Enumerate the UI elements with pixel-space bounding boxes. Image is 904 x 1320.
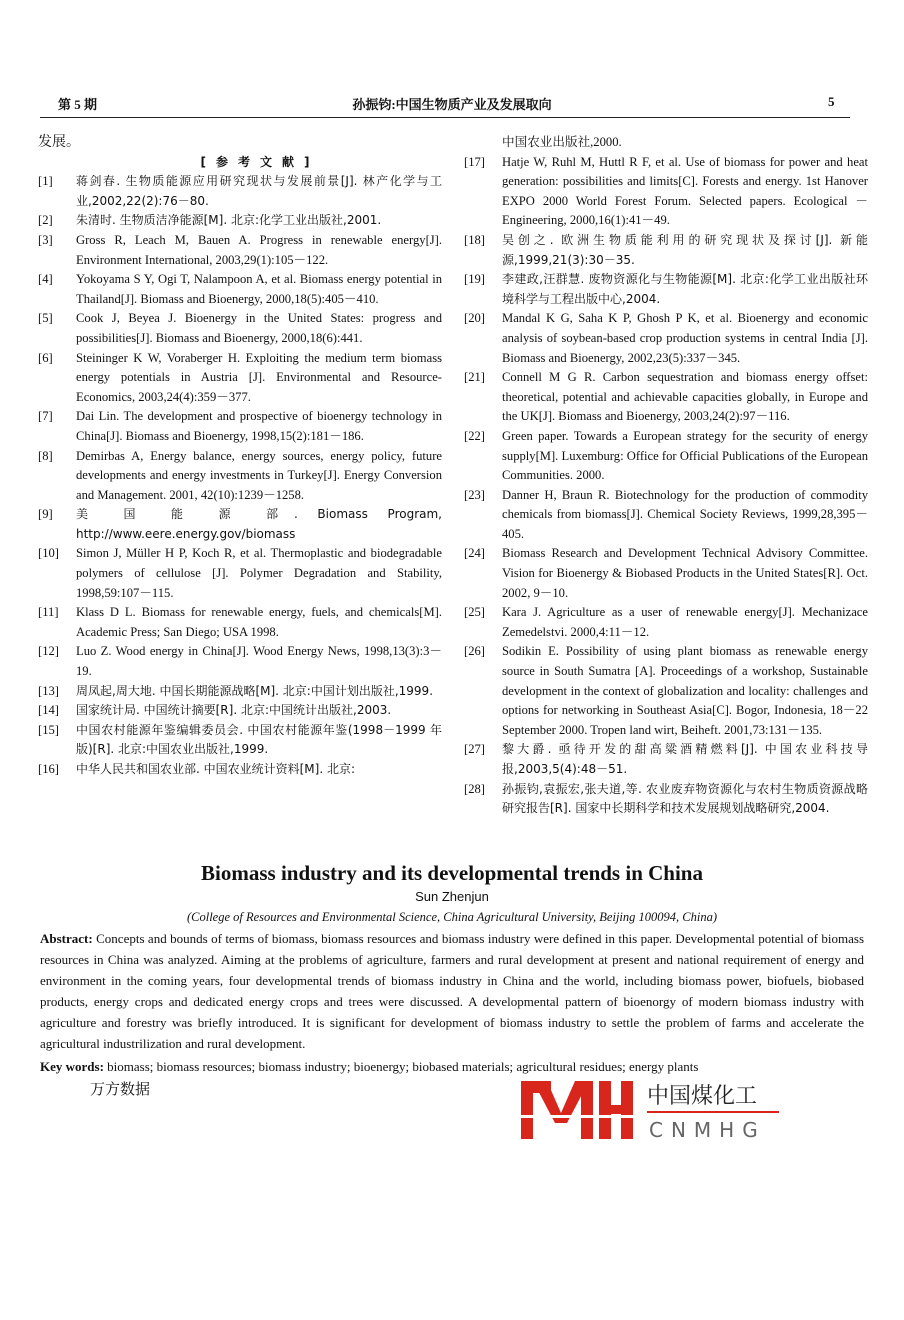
keywords-label: Key words: [40, 1058, 104, 1074]
reference-number: [21] [464, 370, 485, 385]
reference-text: Klass D L. Biomass for renewable energy, fuels, and chemicals[M]. Academic Press; San Diego; USA 1998. [76, 605, 442, 639]
reference-number: [13] [38, 683, 59, 698]
reference-number: [12] [38, 644, 59, 659]
reference-number: [16] [38, 762, 59, 776]
reference-item [38, 172, 442, 211]
svg-text:中国煤化工: 中国煤化工 [647, 1083, 758, 1109]
english-title: Biomass industry and its developmental trends in China [201, 860, 703, 885]
watermark-logo [519, 1079, 784, 1143]
reference-number: [25] [464, 605, 485, 620]
issue-label: 第 5 期 [58, 97, 98, 112]
reference-text: Danner H, Braun R. Biotechnology for the production of commodity chemicals from biomass[J]. Chemical Society Reviews, 1999,28,395－405. [502, 487, 868, 541]
reference-item [38, 642, 442, 681]
reference-text: Sodikin E. Possibility of using plant biomass as renewable energy source in South Sumatra [A]. Proceedings of a workshop, Sustainable development in the context of globalization and locality: challenges and options for networking in Southeast Asia[C]. Bogor, Indonesia, 18－22 September 2000. Tropen land wirt, Beiheft. 2001,73:131－135. [502, 644, 868, 737]
cnmhg-logo-icon [519, 1079, 784, 1143]
reference-number: [4] [38, 272, 53, 287]
reference-item [464, 231, 868, 270]
reference-text: 李建政,汪群慧. 废物资源化与生物能源[M]. 北京:化学工业出版社环境科学与工程出版中心,2004. [502, 272, 868, 306]
abstract [40, 928, 864, 1054]
reference-item [38, 309, 442, 348]
author: Sun Zhenjun [415, 888, 489, 904]
reference-number: [19] [464, 272, 485, 287]
reference-text: Cook J, Beyea J. Bioenergy in the United States: progress and possibilities[J]. Biomass and Bioenergy, 2000,18(6):441. [76, 311, 442, 345]
reference-text: Connell M G R. Carbon sequestration and biomass energy offset: theoretical, potential and achievable capacities globally, in Europe and the UK[J]. Biomass and Bioenergy, 2003,24(2):97－116. [502, 370, 868, 424]
right-column [464, 133, 868, 819]
svg-text:CNMHG: CNMHG [649, 1117, 766, 1142]
reference-text: 中国农村能源年鉴编辑委员会. 中国农村能源年鉴(1998－1999 年版)[R]. 北京:中国农业出版社,1999. [76, 722, 442, 757]
reference-text: 孙振钧,袁振宏,张夫道,等. 农业废弃物资源化与农村生物质资源战略研究报告[R]. 国家中长期科学和技术发展规划战略研究,2004. [502, 781, 868, 816]
reference-number: [22] [464, 428, 485, 443]
reference-number: [10] [38, 546, 59, 561]
reference-item [38, 603, 442, 642]
reference-item [38, 211, 442, 231]
reference-list [464, 153, 868, 819]
reference-number: [26] [464, 644, 485, 659]
reference-item [38, 270, 442, 309]
reference-number: [8] [38, 448, 53, 463]
references-heading: [参考文献] [200, 154, 320, 169]
reference-number: [27] [464, 742, 485, 757]
reference-text: Mandal K G, Saha K P, Ghosh P K, et al. Bioenergy and economic analysis of soybean-based crop production systems in central India [J]. Biomass and Bioenergy, 2002,23(5):337－345. [502, 311, 868, 365]
lead-text: 发展。 [38, 134, 80, 150]
reference-text: 中华人民共和国农业部. 中国农业统计资料[M]. 北京: [76, 762, 356, 776]
reference-text: Simon J, Müller H P, Koch R, et al. Thermoplastic and biodegradable polymers of cellulose [J]. Polymer Degradation and Stability, 1998,59:107－115. [76, 546, 442, 600]
reference-text: Hatje W, Ruhl M, Huttl R F, et al. Use of biomass for power and heat generation: possibilities and limits[C]. Forests and energy. 1st Hanover EXPO 2000 World Forest Forum. Selected papers. Ecological － Engineering, 2000,16(1):41－49. [502, 154, 868, 228]
reference-item [38, 544, 442, 603]
abstract-label: Abstract: [40, 930, 93, 946]
affiliation: (College of Resources and Environmental Science, China Agricultural University, Beijing 100094, China) [186, 909, 717, 924]
reference-text: Steininger K W, Voraberger H. Exploiting the medium term biomass energy potentials in Austria [J]. Environmental and Resource-Economics, 2003,24(4):359－377. [76, 350, 442, 404]
reference-number: [9] [38, 507, 53, 522]
keywords-text: biomass; biomass resources; biomass industry; bioenergy; biobased materials; agricultural residues; energy plants [107, 1058, 699, 1074]
reference-number: [5] [38, 311, 53, 326]
reference-number: [18] [464, 232, 485, 247]
reference-text: 黎大爵. 亟待开发的甜高粱酒精燃料[J]. 中国农业科技导报,2003,5(4):48－51. [502, 742, 868, 776]
left-column [38, 133, 442, 819]
reference-list [38, 172, 442, 779]
reference-item [38, 721, 442, 760]
reference-number: [28] [464, 781, 485, 796]
reference-number: [23] [464, 487, 485, 502]
reference-text: 美 国 能 源 部. Biomass Program, http://www.eere.energy.gov/biomass [76, 507, 442, 541]
reference-text: 国家统计局. 中国统计摘要[R]. 北京:中国统计出版社,2003. [76, 703, 392, 718]
reference-item [464, 780, 868, 819]
reference-number: [14] [38, 703, 59, 718]
reference-item [38, 505, 442, 544]
reference-item [464, 486, 868, 545]
reference-text: Dai Lin. The development and prospective of bioenergy technology in China[J]. Biomass and Bioenergy, 1998,15(2):181－186. [76, 409, 442, 443]
reference-number: [17] [464, 154, 485, 169]
reference-text: Biomass Research and Development Technical Advisory Committee. Vision for Bioenergy & Biobased Products in the United States[R]. Oct. 2002, 9－10. [502, 546, 868, 600]
reference-item [38, 701, 442, 721]
reference-item [464, 544, 868, 603]
reference-item [38, 682, 442, 702]
reference-number: [7] [38, 409, 53, 424]
footer-mark: 万方数据 [90, 1079, 151, 1098]
reference-text: 周凤起,周大地. 中国长期能源战略[M]. 北京:中国计划出版社,1999. [76, 683, 434, 698]
page-number: 5 [828, 94, 835, 109]
reference-number: [3] [38, 232, 53, 247]
reference-item [464, 153, 868, 231]
reference-item [464, 642, 868, 740]
reference-text: Green paper. Towards a European strategy for the security of energy supply[M]. Luxemburg: Office for Official Publications of the European Communities. 2000. [502, 428, 868, 483]
reference-text: 朱清时. 生物质洁净能源[M]. 北京:化学工业出版社,2001. [76, 213, 382, 228]
abstract-text: Concepts and bounds of terms of biomass, biomass resources and biomass industry were defined in this paper. Developmental potential of biomass resources in China was analyzed. Aiming at the problems of agriculture, farmers and rural development at present and national requirement of energy and environment in the coming years, four developmental trends of biomass industry in China and the world, including biomass power, biofuels, biobased products, energy crops and dedicated energy crops and trees were discussed. A developmental pattern of bioenorgy of modern biomass industry with agriculture and forestry was briefly introduced. It is significant for development of biomass industry to settle the problem of farms and accelerate the agricultural industrilization and rural development. [40, 930, 865, 1051]
reference-item [38, 760, 442, 780]
running-title: 孙振钧:中国生物质产业及发展取向 [352, 97, 552, 112]
reference-number: [20] [464, 311, 485, 326]
reference-number: [2] [38, 213, 53, 228]
reference-continuation: 中国农业出版社,2000. [502, 135, 622, 149]
keywords [40, 1056, 864, 1077]
reference-number: [6] [38, 350, 53, 365]
reference-text: Kara J. Agriculture as a user of renewable energy[J]. Mechanizace Zemedelstvi. 2000,4:11－12. [502, 605, 868, 639]
reference-item [464, 427, 868, 486]
reference-item [38, 349, 442, 408]
reference-number: [11] [38, 605, 59, 620]
reference-number: [1] [38, 174, 53, 189]
reference-item [464, 368, 868, 427]
reference-item [38, 231, 442, 270]
reference-item [38, 407, 442, 446]
reference-item [464, 603, 868, 642]
reference-text: Gross R, Leach M, Bauen A. Progress in renewable energy[J]. Environment International, 2003,29(1):105－122. [76, 232, 442, 267]
reference-number: [24] [464, 546, 485, 561]
reference-item [464, 270, 868, 309]
reference-text: Demirbas A, Energy balance, energy sources, energy policy, future developments and energy investments in Turkey[J]. Energy Conversion and Management. 2001, 42(10):1239－1258. [76, 448, 442, 502]
reference-number: [15] [38, 722, 59, 737]
reference-text: 蒋剑春. 生物质能源应用研究现状与发展前景[J]. 林产化学与工业,2002,22(2):76－80. [76, 174, 442, 208]
reference-text: 吴创之. 欧洲生物质能利用的研究现状及探讨[J]. 新能源,1999,21(3):30－35. [502, 232, 868, 267]
reference-item [464, 740, 868, 779]
reference-text: Yokoyama S Y, Ogi T, Nalampoon A, et al. Biomass energy potential in Thailand[J]. Biomass and Bioenergy, 2000,18(5):405－410. [76, 272, 442, 306]
reference-item [464, 309, 868, 368]
reference-item [38, 447, 442, 506]
reference-text: Luo Z. Wood energy in China[J]. Wood Energy News, 1998,13(3):3－19. [76, 644, 442, 679]
